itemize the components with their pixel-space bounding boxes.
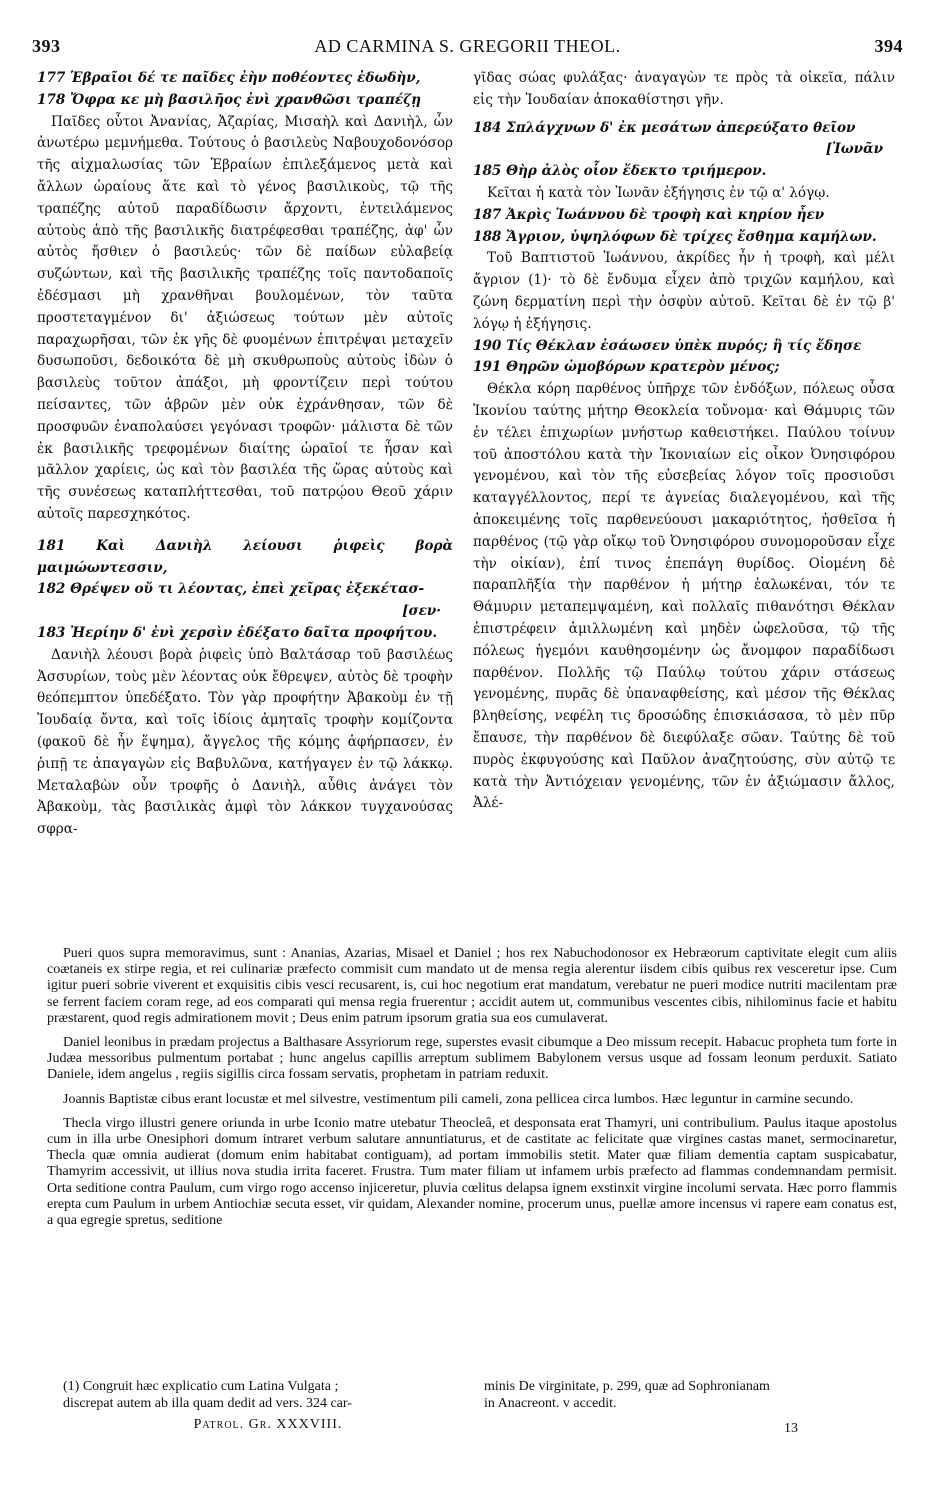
left-column: [37, 68, 453, 841]
verse-188: 188 Ἄγριον, ὑψηλόφων δὲ τρίχες ἔσθημα καμήλων.: [473, 228, 877, 245]
verse-182: 182 Θρέψεν οὔ τι λέοντας, ἐπεὶ χεῖρας ἐξεκέτασ-: [37, 581, 425, 598]
verse-178: 178 Ὄφρα κε μὴ βασιλῆος ἐνὶ χρανθῶσι τραπέζῃ: [37, 91, 422, 108]
series-imprint: Patrol. Gr. XXXVIII.: [193, 1417, 343, 1432]
footnote-line: discrepat autem ab illa quam dedit ad vers. 324 car-: [63, 1396, 352, 1411]
running-header: [32, 36, 903, 60]
latin-paragraph: Daniel leonibus in prædam projectus a Balthasare Assyriorum rege, superstes evasit cibumque a Deo missum recepit. Habacuc propheta tum forte in Judæa messoribus pulmentum portabat ; hunc angelus capillis arreptum sublimem Babylonem versus usque ad fossam leonum perduxit. Satiato Daniele, idem angelus , regiis sigillis circa fossam servatis, prophetam in patriam reduxit.: [47, 1035, 897, 1083]
page-number-right: 394: [874, 36, 903, 56]
right-column: [473, 68, 895, 815]
verse-187: 187 Ἀκρὶς Ἰωάννου δὲ τροφὴ καὶ κηρίον ἦεν: [473, 206, 825, 223]
page-number-left: 393: [32, 36, 61, 56]
verse-184-continuation: [Ἰωνᾶν: [825, 141, 883, 158]
commentary-paragraph: Θέκλα κόρη παρθένος ὑπῆρχε τῶν ἐνδόξων, πόλεως οὖσα Ἰκονίου ταύτης μήτηρ Θεοκλεία τοὔνομα· καὶ Θάμυρις τῶν ἐν τέλει ἐπιχωρίων μνήστωρ καθειστήκει. Παύλου τοίνυν τοῦ ἀποστόλου κατὰ τὴν Ἰκονιαίων εἰς οἶκον Ὀνησιφόρου γενομένου, καὶ τὸν τῆς εὐσεβείας λόγον τοῖς προσιοῦσι καταγγέλλοντος, περί τε ἁγνείας διαλεγομένου, καὶ τῆς ἀποκειμένης τοῖς παρθενεύουσι μακαριότητος, ἠσθεῖσα ἡ παρθένος (τῷ γὰρ οἴκῳ τοῦ Ὀνησιφόρου συνομοροῦσαν εἶχε τὴν οἰκίαν), ἐπί τινος ἐπεπάγη θυρίδος. Οἰομένη δὲ παραπλῆξία τὴν παρθένον ἡ μήτηρ ἑαλωκέναι, τόν τε Θάμυριν μεταπεμψαμένη, καὶ πολλαῖς πιθανότησι Θέκλαν ἐπιστρέφειν ἁμιλλωμένη καὶ μηδὲν ὠφελοῦσα, τῷ τῆς πόλεως ἡγεμόνι καυθησομένην ὡς ἄνομφον παραδίδωσι παρθένον. Πολλῆς τῷ Παύλῳ τούτου χάριν στάσεως γενομένης, πυρᾶς δὲ ὑπαναφθείσης, καὶ μέσον τῆς Θέκλας βληθείσης, νεφέλη τις δροσώδης ἐπισκιάσασα, τὸ μὲν πῦρ ἔπαυσε, τὴν παρθένον δὲ διεφύλαξε σῶαν. Ταύτης δὲ τοῦ πυρὸς ἐκφυγούσης καὶ Παῦλον ἀναζητούσης, σὺν αὐτῷ τε κατὰ τὴν Ἀντιόχειαν γενομένης, τῶν ἐν ἀξιώμασιν ἄλλος, Ἀλέ-: [473, 381, 895, 812]
footnote-line: minis De virginitate, p. 299, quæ ad Sophronianam: [484, 1379, 770, 1394]
footnote-left: [63, 1378, 473, 1433]
commentary-paragraph: Δανιὴλ λέουσι βορὰ ῥιφεὶς ὑπὸ Βαλτάσαρ τοῦ βασιλέως Ἀσσυρίων, τοὺς μὲν λέοντας οὐκ ἔθρεψεν, αὐτὸς δὲ τροφὴν θεόπεμπτον ὑπεδέξατο. Τὸν γὰρ προφήτην Ἀβακοὺμ ἐν τῇ Ἰουδαίᾳ ὄντα, καὶ τοῖς ἰδίοις ἀμηταῖς τροφὴν κομίζοντα (φακοῦ δὲ ἦν ἕψημα), ἄγγελος τῆς κόμης ἁφήρπασεν, ἐν ῥιπῇ τε ἀπαγαγὼν εἰς Βαβυλῶνα, κατήγαγεν ἐν τῷ λάκκῳ. Μεταλαβὼν οὖν τροφῆς ὁ Δανιὴλ, αὖθις ἀνάγει τὸν Ἀβακοὺμ, τὰς βασιλικὰς ἀμφὶ τὸν λάκκον τυγχανούσας σφρα-: [37, 646, 453, 838]
latin-paragraph: Pueri quos supra memoravimus, sunt : Ananias, Azarias, Misael et Daniel ; hos rex Nabuchodonosor ex Hebræorum captivitate elegit cum aliis coætaneis ex stirpe regia, et rei culinariæ præfecto commisit cum mandato ut de mensa regia alerentur iisdem cibis quibus rex vesceretur ipse. Cum igitur pueri sobrie viverent et exquisitis cibis vesci recusarent, is, cui hoc negotium erat mandatum, verebatur ne pueri modice nutriti macilentam præ se ferrent faciem coram rege, ad eos comparati qui mensa regia fruerentur ; accidit autem ut, communibus vescentes cibis, nihilominus facie et habitu præstarent, quod regis admirationem movit ; Deus enim patrum ipsorum gratia sua eos cumulaverat.: [47, 946, 897, 1026]
commentary-paragraph: Κεῖται ἡ κατὰ τὸν Ἰωνᾶν ἐξήγησις ἐν τῷ α' λόγῳ.: [487, 184, 830, 201]
commentary-paragraph: Παῖδες οὗτοι Ἀνανίας, Ἀζαρίας, Μισαὴλ καὶ Δανιὴλ, ὧν ἀνωτέρω μεμνήμεθα. Τούτους ὁ βασιλεὺς Ναβουχοδονόσορ τῆς αἰχμαλωσίας τῶν Ἑβραίων ἐπιλεξάμενος μετὰ καὶ ἄλλων ὡραίους ἅτε καὶ τὸ γένος βασιλικοὺς, τῷ τῆς τραπέζης αὐτοῦ παραδίδωσιν ἄρχοντι, ἐντειλάμενος αὐτοὺς ἀπὸ τῆς βασιλικῆς διατρέφεσθαι τραπέζης, ἀφ' ὧν αὐτὸς ἤσθιεν ὁ βασιλεύς· τῶν δὲ παίδων εὐλαβείᾳ συζώντων, καὶ τῆς βασιλικῆς τραπέζης τοῖς παντοδαποῖς ἐδέσμασι μὴ χρανθῆναι βουλομένων, τὸν ταῦτα προστεταγμένον δι' ἀξιώσεως τούτων μὲν αὐτοῖς παραχωρῆσαι, τῶν ἐκ γῆς δὲ φυομένων ἐπιτρέψαι μεταχεῖν δυσωποῦσι, δεδοικότα δὲ μὴ σκυθρωποὺς αὐτοὺς ἰδὼν ὁ βασιλεὺς τοῦτον ἀπάξοι, μὴ φροντίζειν περὶ τούτου πείσαντες, τῶν ἁβρῶν μὲν οὐκ ἐχράνθησαν, τῶν δὲ προσφυῶν ἐναπολαύσει γεγόνασι τροφῶν· μάλιστα δὲ τῶν ἐκ βασιλικῆς τρεφομένων διαίτης ὡραῖοί τε ἦσαν καὶ μᾶλλον χαρίεις, ὡς καὶ τὸν βασιλέα τῆς ὥρας αὐτοὺς καὶ τῆς συνέσεως καταπλήττεσθαι, τοῦ πατρῴου Θεοῦ χάριν αὐτοῖς παρεσχηκότος.: [37, 113, 453, 522]
signature-mark: 13: [784, 1421, 798, 1436]
footnote-line: in Anacreont. v accedit.: [484, 1396, 617, 1411]
footnote-right: [484, 1378, 894, 1436]
footnote-line: (1) Congruit hæc explicatio cum Latina Vulgata ;: [63, 1379, 339, 1394]
running-title: AD CARMINA S. GREGORII THEOL.: [314, 36, 621, 56]
verse-185: 185 Θὴρ ἁλὸς οἷον ἔδεκτο τριήμερον.: [473, 163, 767, 180]
verse-191: 191 Θηρῶν ὠμοβόρων κρατερὸν μένος;: [473, 359, 780, 376]
verse-184: 184 Σπλάγχνων δ' ἐκ μεσάτων ἀπερεύξατο θεῖον: [473, 119, 856, 136]
verse-177: 177 Ἑβραῖοι δέ τε παῖδες ἐὴν ποθέοντες ἐδωδὴν,: [37, 70, 421, 86]
verse-181: 181 Καὶ Δανιὴλ λείουσι ῥιφεὶς βορὰ μαιμώωντεσσιν,: [37, 537, 453, 576]
latin-paragraph: Thecla virgo illustri genere oriunda in urbe Iconio matre utebatur Theocleâ, et desponsata erat Thamyri, uni contribulium. Paulus itaque apostolus cum in illa urbe Onesiphori domum intraret verbum salutare annuntiaturus, et de castitate ac felicitate quæ virgines castas manet, sermocinaretur, Thecla quæ omnia audierat (domum enim habitabat contiguam), ad portam immobilis stetit. Mater quæ filiam dementia captam suspicabatur, Thamyrim accessivit, ut illius nova studia irrita faceret. Frustra. Tum mater filiam ut infamem urbis præfecto ad flammas condemnandam permisit. Orta seditione contra Paulum, cum virgo rogo accenso injiceretur, pluvia cœlitus delapsa ignem exstinxit virgine incolumi servata. Hæc porro flammis erepta cum Paulum in urbem Antiochiæ secuta esset, vir quidam, Alexander nomine, procerum unus, puellæ amore incensus vi rapere eam conatus est, a qua egregie spretus, seditione: [47, 1115, 897, 1229]
latin-paragraph: Joannis Baptistæ cibus erant locustæ et mel silvestre, vestimentum pili cameli, zona pellicea circa lumbos. Hæc leguntur in carmine secundo.: [63, 1091, 854, 1107]
verse-182-continuation: [σεν·: [402, 603, 441, 620]
verse-183: 183 Ἠερίην δ' ἐνὶ χερσὶν ἐδέξατο δαῖτα προφήτου.: [37, 624, 438, 641]
verse-190: 190 Τίς Θέκλαν ἐσάωσεν ὑπὲκ πυρός; ἢ τίς ἔδησε: [473, 337, 862, 354]
commentary-paragraph: Τοῦ Βαπτιστοῦ Ἰωάννου, ἀκρίδες ἦν ἡ τροφὴ, καὶ μέλι ἄγριον (1)· τὸ δὲ ἔνδυμα εἶχεν ἀπὸ τριχῶν καμήλου, καὶ ζώνη δερματίνη περὶ τὴν ὀσφὺν αὐτοῦ. Κεῖται δὲ ἐν τῷ β' λόγῳ ἡ ἐξήγησις.: [473, 250, 895, 332]
latin-translation: [47, 946, 897, 1237]
commentary-continuation: γῖδας σώας φυλάξας· ἀναγαγὼν τε πρὸς τὰ οἰκεῖα, πάλιν εἰς τὴν Ἰουδαίαν ἀποκαθίστησι γῆν.: [473, 70, 895, 108]
